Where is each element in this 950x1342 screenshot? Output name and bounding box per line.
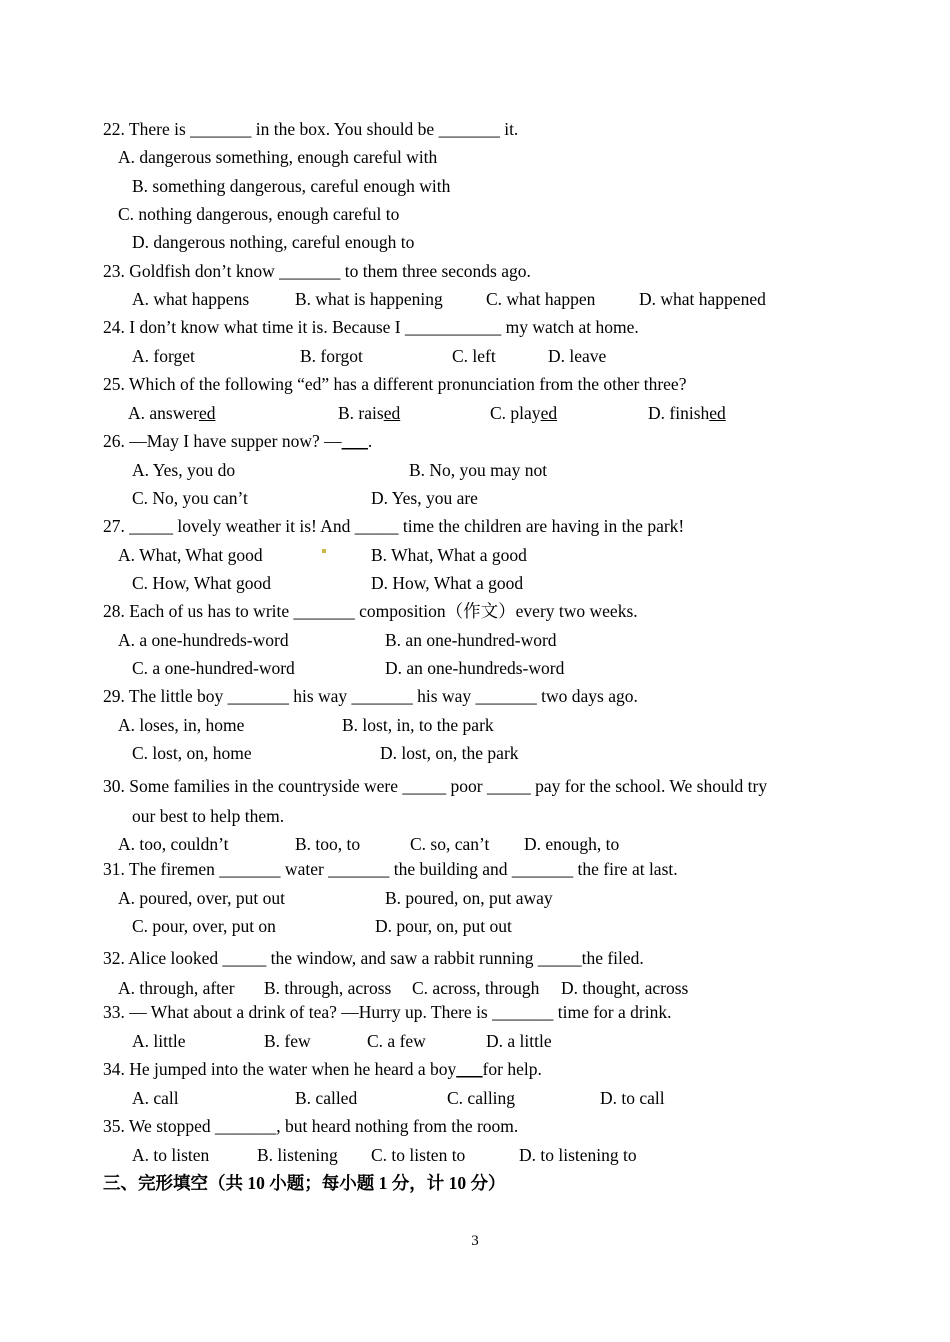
- question-33-option-d: D. a little: [486, 1031, 552, 1051]
- question-26-stem: 26. —May I have supper now? —___.: [103, 431, 373, 451]
- question-34-option-d: D. to call: [600, 1088, 665, 1108]
- question-33-option-c: C. a few: [367, 1031, 426, 1051]
- question-25-stem: 25. Which of the following “ed” has a different pronunciation from the other three?: [103, 374, 687, 394]
- question-35-option-c: C. to listen to: [371, 1145, 466, 1165]
- question-30-option-b: B. too, to: [295, 834, 361, 854]
- question-25-option-b: B. raised: [338, 403, 401, 423]
- question-27-option-c: C. How, What good: [132, 573, 272, 593]
- question-35-option-a: A. to listen: [132, 1145, 210, 1165]
- question-26-option-a: A. Yes, you do: [132, 460, 236, 480]
- question-30-option-d: D. enough, to: [524, 834, 620, 854]
- section-heading: 三、完形填空（共 10 小题；每小题 1 分，计 10 分）: [103, 1173, 506, 1193]
- question-34-option-a: A. call: [132, 1088, 179, 1108]
- question-25-option-d: D. finished: [648, 403, 726, 423]
- question-30-stem-line-2: our best to help them.: [132, 806, 285, 826]
- question-33-option-b: B. few: [264, 1031, 311, 1051]
- question-22-stem: 22. There is _______ in the box. You should be _______ it.: [103, 119, 519, 139]
- question-28-option-d: D. an one-hundreds-word: [385, 658, 565, 678]
- question-23-option-b: B. what is happening: [295, 289, 443, 309]
- question-29-stem: 29. The little boy _______ his way _______ his way _______ two days ago.: [103, 686, 638, 706]
- question-28-option-b: B. an one-hundred-word: [385, 630, 557, 650]
- question-29-option-b: B. lost, in, to the park: [342, 715, 494, 735]
- question-30-stem-line-1: 30. Some families in the countryside were _____ poor _____ pay for the school. We should try: [103, 776, 768, 796]
- question-24-option-c: C. left: [452, 346, 496, 366]
- stray-mark: [322, 549, 326, 553]
- question-27-option-b: B. What, What a good: [371, 545, 527, 565]
- question-35-stem: 35. We stopped _______, but heard nothing from the room.: [103, 1116, 519, 1136]
- question-22-option-b: B. something dangerous, careful enough with: [132, 176, 451, 196]
- question-31-option-c: C. pour, over, put on: [132, 916, 276, 936]
- question-29-option-a: A. loses, in, home: [118, 715, 245, 735]
- question-31-option-b: B. poured, on, put away: [385, 888, 553, 908]
- question-31-stem: 31. The firemen _______ water _______ the building and _______ the fire at last.: [103, 859, 678, 879]
- question-32-option-d: D. thought, across: [561, 978, 689, 998]
- question-32-option-c: C. across, through: [412, 978, 540, 998]
- question-31-option-a: A. poured, over, put out: [118, 888, 285, 908]
- page-number: 3: [471, 1233, 479, 1249]
- question-22-option-c: C. nothing dangerous, enough careful to: [118, 204, 400, 224]
- question-23-stem: 23. Goldfish don’t know _______ to them three seconds ago.: [103, 261, 531, 281]
- question-24-option-a: A. forget: [132, 346, 195, 366]
- question-28-option-c: C. a one-hundred-word: [132, 658, 295, 678]
- question-23-option-a: A. what happens: [132, 289, 250, 309]
- question-34-option-b: B. called: [295, 1088, 358, 1108]
- question-34-stem: 34. He jumped into the water when he heard a boy___for help.: [103, 1059, 542, 1079]
- question-33-option-a: A. little: [132, 1031, 186, 1051]
- question-30-option-c: C. so, can’t: [410, 834, 490, 854]
- question-25-option-c: C. played: [490, 403, 558, 423]
- question-26-option-b: B. No, you may not: [409, 460, 548, 480]
- question-25-option-a: A. answered: [128, 403, 216, 423]
- question-32-option-b: B. through, across: [264, 978, 392, 998]
- question-27-option-a: A. What, What good: [118, 545, 263, 565]
- question-27-option-d: D. How, What a good: [371, 573, 524, 593]
- question-31-option-d: D. pour, on, put out: [375, 916, 512, 936]
- question-32-stem: 32. Alice looked _____ the window, and saw a rabbit running _____the filed.: [103, 948, 644, 968]
- question-34-option-c: C. calling: [447, 1088, 516, 1108]
- question-32-option-a: A. through, after: [118, 978, 235, 998]
- question-26-option-c: C. No, you can’t: [132, 488, 248, 508]
- question-35-option-b: B. listening: [257, 1145, 338, 1165]
- question-24-option-b: B. forgot: [300, 346, 363, 366]
- question-35-option-d: D. to listening to: [519, 1145, 637, 1165]
- question-29-option-c: C. lost, on, home: [132, 743, 252, 763]
- question-22-option-a: A. dangerous something, enough careful with: [118, 147, 438, 167]
- question-30-option-a: A. too, couldn’t: [118, 834, 229, 854]
- question-26-option-d: D. Yes, you are: [371, 488, 478, 508]
- question-27-stem: 27. _____ lovely weather it is! And _____ time the children are having in the park!: [103, 516, 685, 536]
- question-22-option-d: D. dangerous nothing, careful enough to: [132, 232, 415, 252]
- question-33-stem: 33. — What about a drink of tea? —Hurry up. There is _______ time for a drink.: [103, 1002, 672, 1022]
- question-28-stem: 28. Each of us has to write _______ composition（作文）every two weeks.: [103, 601, 638, 621]
- question-28-option-a: A. a one-hundreds-word: [118, 630, 289, 650]
- question-29-option-d: D. lost, on, the park: [380, 743, 519, 763]
- question-23-option-d: D. what happened: [639, 289, 766, 309]
- question-24-stem: 24. I don’t know what time it is. Because I ___________ my watch at home.: [103, 317, 639, 337]
- question-24-option-d: D. leave: [548, 346, 607, 366]
- question-23-option-c: C. what happen: [486, 289, 596, 309]
